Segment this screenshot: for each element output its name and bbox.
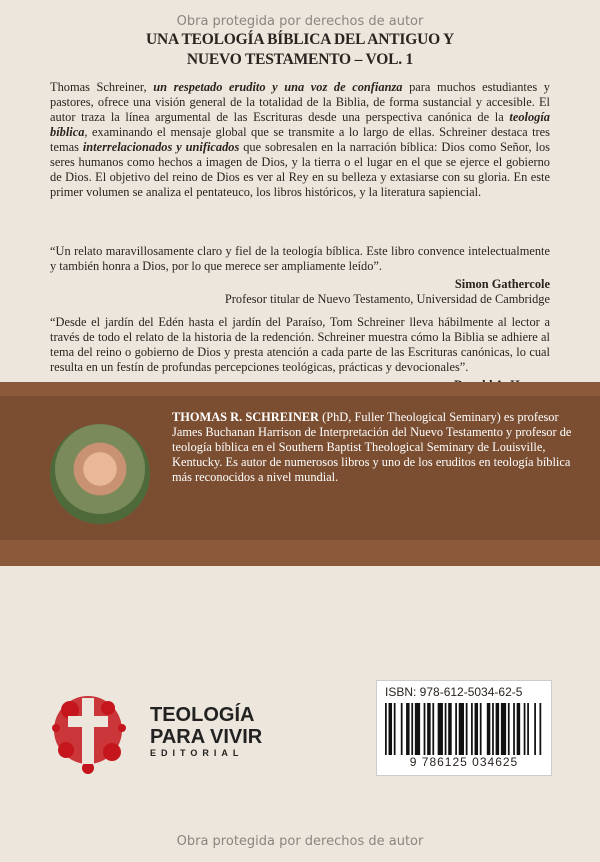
author-bio <box>172 410 572 485</box>
publisher-line-1: TEOLOGÍA <box>150 704 255 726</box>
desc-part: , examinando el mensaje global que se transmite a lo largo de ellas. Schreiner destaca tres temas <box>50 125 550 154</box>
publisher-logo <box>48 680 128 780</box>
desc-emphasis: interrelacionados y unificados <box>82 140 240 154</box>
barcode-box <box>376 680 552 776</box>
barcode-image <box>385 703 543 755</box>
desc-emphasis: un respetado erudito y una voz de confianza <box>153 80 403 94</box>
publisher-name <box>150 704 262 758</box>
endorsement <box>50 244 550 307</box>
publisher-line-2: PARA VIVIR <box>150 726 263 748</box>
book-title <box>0 30 600 70</box>
watermark-bottom: Obra protegida por derechos de autor <box>176 834 424 849</box>
endorsement-text: “Desde el jardín del Edén hasta el jardín del Paraíso, Tom Schreiner lleva hábilmente al lector a través de todo el relato de la historia de la redención. Schreiner muestra cómo la Biblia se adhiere al tema del reino o gobierno de Dios y presta atención a cada parte de las Escrituras canónicas, lo cual resulta en un festín de profundas percepciones teológicas, prácticas y devocionales”. <box>50 315 550 374</box>
endorsement-text: “Un relato maravillosamente claro y fiel de la teología bíblica. Este libro convence intelectualmente y también honra a Dios, por lo que merece ser ampliamente leído”. <box>50 244 550 273</box>
author-bio-text: (PhD, Fuller Theological Seminary) es profesor James Buchanan Harrison de Interpretación del Nuevo Testamento y profesor de teología bíblica en el Southern Baptist Theological Seminary de Louisville, Kentucky. Es autor de numerosos libros y uno de los eruditos en teología bíblica más reconocidos a nivel mundial. <box>172 410 572 484</box>
endorser-role: Profesor titular de Nuevo Testamento, Universidad de Cambridge <box>224 292 550 306</box>
title-line-1: UNA TEOLOGÍA BÍBLICA DEL ANTIGUO Y <box>145 31 455 48</box>
desc-part: para muchos estudiantes y pastores, ofrece una visión general de la totalidad de la Biblia, de forma sustancial y accesible. El autor traza la línea argumental de las Escrituras desde una perspectiva canónica de la <box>50 80 550 124</box>
isbn-label: ISBN: 978-612-5034-62-5 <box>385 685 523 699</box>
desc-emphasis: teología bíblica <box>50 110 550 139</box>
publisher-line-3: EDITORIAL <box>150 748 244 758</box>
desc-part: Thomas Schreiner, <box>50 80 154 94</box>
title-line-2: NUEVO TESTAMENTO – VOL. 1 <box>186 51 414 68</box>
author-photo <box>50 424 150 524</box>
author-name: THOMAS R. SCHREINER <box>172 410 319 424</box>
book-description <box>50 80 550 200</box>
watermark-top: Obra protegida por derechos de autor <box>176 14 424 29</box>
desc-part: que sobresalen en la narración bíblica: Dios como Señor, los seres humanos como hechos a imagen de Dios, y la tierra o el lugar en el que se ejerce el gobierno de Dios. El objetivo del reino de Dios es ver al Rey en su belleza y extasiarse con su gloria. En este primer volumen se analiza el pentateuco, los libros históricos, y la literatura sapiencial. <box>50 140 550 199</box>
barcode-number: 9 786125 034625 <box>409 755 519 769</box>
endorser-name: Simon Gathercole <box>454 277 550 291</box>
